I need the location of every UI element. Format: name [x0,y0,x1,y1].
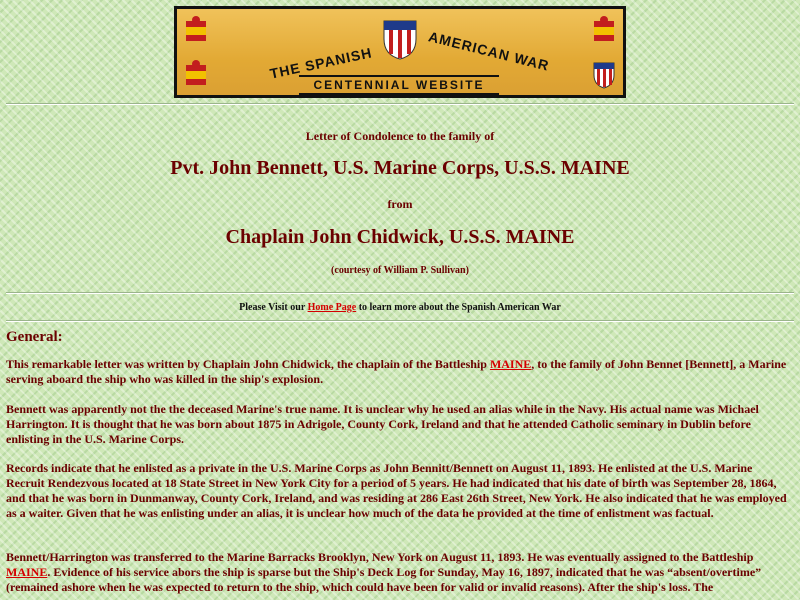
home-page-link[interactable]: Home Page [307,302,357,313]
banner-title-left: THE SPANISH [268,44,374,82]
paragraph [6,550,788,595]
spain-crest-icon [183,59,209,89]
visit-prefix: Please Visit our [239,302,308,313]
paragraph-text: , to the family of John Bennet [Bennett], a Marine serving aboard the ship who was killed in the ship's explosion. [6,357,787,386]
divider [6,103,794,105]
visit-line [0,302,800,313]
banner-subtitle: CENTENNIAL WEBSITE [299,75,499,95]
maine-link[interactable]: MAINE [489,357,532,371]
paragraph-text: Bennett/Harrington was transferred to the Marine Barracks Brooklyn, New York on August 11, 1893. He was eventually assigned to the Battleship [6,550,754,564]
heading-courtesy: (courtesy of William P. Sullivan) [331,265,469,276]
heading-author: Chaplain John Chidwick, U.S.S. MAINE [225,226,575,248]
paragraph-text: . Evidence of his service abors the ship is sparse but the Ship's Deck Log for Sunday, May 16, 1897, indicated that he was “absent/overtime” (remained ashore when he was expected to return to the ship, which could have been for valid or invalid reasons). After the ship's loss. The [6,565,762,594]
banner-title-right: AMERICAN WAR [426,28,552,74]
paragraph-text: This remarkable letter was written by Chaplain John Chidwick, the chaplain of the Battleship [6,357,490,371]
heading-from: from [387,197,413,211]
site-banner [174,6,626,98]
spain-crest-icon [591,15,617,45]
visit-suffix: to learn more about the Spanish American War [356,302,561,313]
paragraph: Records indicate that he enlisted as a private in the U.S. Marine Corps as John Bennitt/Bennett on August 11, 1893. He enlisted at the U.S. Marine Recruit Rendezvous located at 18 State Street in New York City for a period of 5 years. He had indicated that his date of birth was September 28, 1864, and that he was born in Dunmanway, County Cork, Ireland, and was residing at 286 East 26th Street, New York. He also indicated that he was employed as a waiter. Given that he was enlisting under an alias, it is unclear how much of the data he provided at the time of enlistment was factual. [6,461,787,520]
heading-intro: Letter of Condolence to the family of [305,129,495,143]
paragraph [6,357,788,387]
section-heading-general: General: [6,329,63,345]
maine-link[interactable]: MAINE [6,565,48,579]
divider [6,292,794,294]
paragraph: Bennett was apparently not the the deceased Marine's true name. It is unclear why he used an alias while in the Navy. His actual name was Michael Harrington. It is thought that he was born about 1875 in Adrigole, County Cork, Ireland and that he attended Catholic seminary in Dublin before enlisting in the U.S. Marine Corps. [6,402,759,446]
divider [6,320,794,322]
spain-crest-icon [183,15,209,45]
heading-recipient: Pvt. John Bennett, U.S. Marine Corps, U.S.S. MAINE [170,157,630,179]
us-shield-icon [380,17,420,61]
us-shield-icon [591,59,617,89]
